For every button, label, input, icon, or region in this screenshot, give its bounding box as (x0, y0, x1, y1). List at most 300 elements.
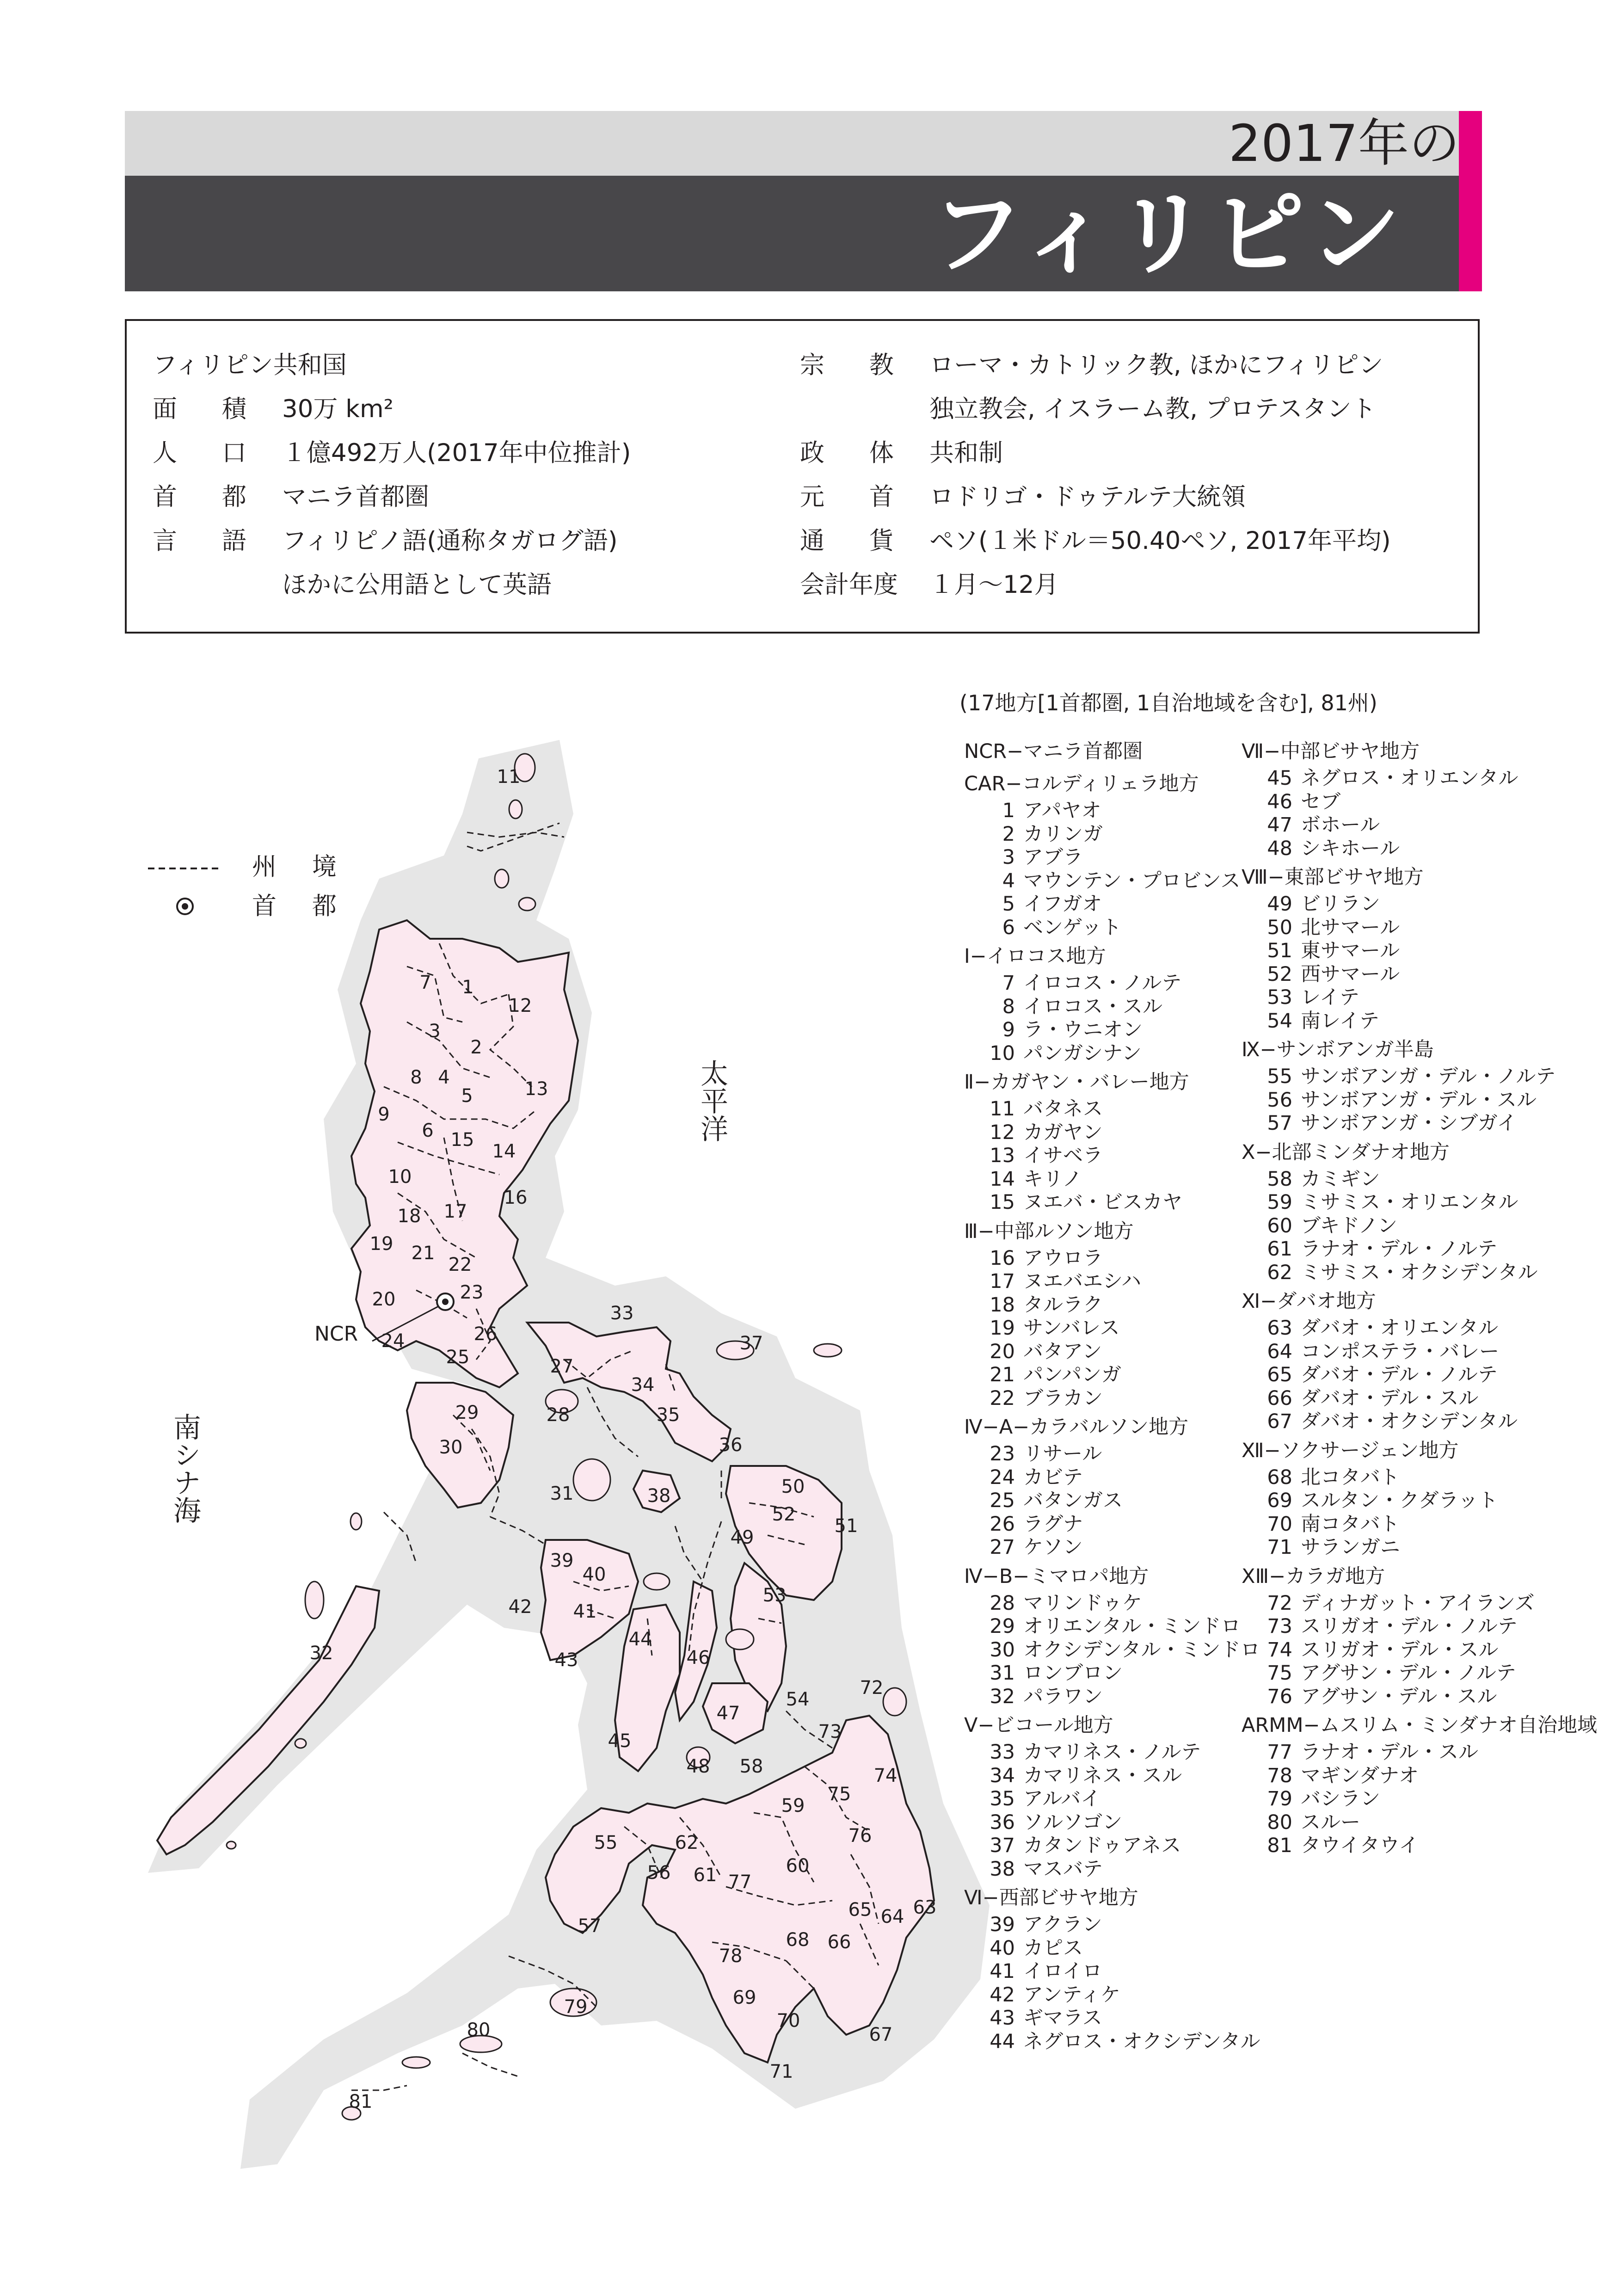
region-heading: Ⅴ−ビコール地方 (964, 1714, 1113, 1737)
province-number-label: 28 (546, 1404, 570, 1426)
province-name: ヌエバ・ビスカヤ (1023, 1191, 1182, 1214)
province-list-item (1255, 986, 1359, 1009)
province-number: 17 (990, 1270, 1015, 1293)
region-heading: ⅩⅢ−カラガ地方 (1242, 1564, 1385, 1588)
province-number-label: 18 (397, 1206, 421, 1227)
province-number-label: 46 (686, 1647, 710, 1668)
province-list-item (1255, 1811, 1360, 1834)
province-name: ボホール (1301, 813, 1380, 837)
province-number-label: 68 (786, 1929, 810, 1951)
province-number: 9 (1002, 1018, 1015, 1041)
province-name: ラナオ・デル・スル (1301, 1741, 1478, 1764)
province-number: 12 (990, 1120, 1015, 1144)
province-list-item (978, 1191, 1182, 1214)
province-number: 5 (1002, 893, 1015, 916)
country-name: フィリピン共和国 (153, 351, 347, 379)
province-number-label: 72 (860, 1677, 884, 1699)
province-number-label: 74 (873, 1765, 898, 1786)
province-number-label: 29 (455, 1402, 479, 1423)
region-heading: Ⅻ−ソクサージェン地方 (1242, 1439, 1459, 1462)
legend-border-label: 州 境 (252, 853, 350, 881)
info-value-language: フィリピノ語(通称タガログ語) (282, 527, 618, 555)
province-number: 4 (1002, 869, 1015, 893)
province-name: ソルソゴン (1023, 1810, 1123, 1834)
province-name: マウンテン・プロビンス (1023, 869, 1241, 893)
province-list-item (1255, 963, 1400, 986)
province-number: 70 (1267, 1512, 1292, 1536)
province-name: カガヤン (1023, 1120, 1103, 1144)
province-list-item (978, 1144, 1103, 1167)
province-number-label: 67 (869, 2024, 893, 2045)
province-name: サンボアンガ・シブガイ (1301, 1112, 1517, 1135)
province-name: カピス (1023, 1936, 1083, 1960)
province-number-label: 80 (467, 2019, 491, 2041)
province-name: スルー (1301, 1810, 1360, 1834)
province-list-item (1255, 767, 1518, 790)
region-heading: Ⅳ−A−カラバルソン地方 (964, 1416, 1189, 1439)
province-number-label: 17 (443, 1201, 467, 1222)
province-name: パンパンガ (1023, 1363, 1121, 1386)
province-number: 53 (1267, 986, 1292, 1009)
province-number-label: 50 (781, 1476, 805, 1497)
province-list-item (978, 1913, 1102, 1936)
province-name: カマリネス・ノルテ (1023, 1741, 1201, 1764)
province-number-label: 35 (656, 1404, 680, 1426)
province-list-item (978, 1741, 1201, 1764)
province-list-item (978, 869, 1241, 893)
province-number: 57 (1267, 1112, 1292, 1135)
province-number: 66 (1267, 1386, 1292, 1410)
province-number: 44 (990, 2030, 1015, 2053)
province-number: 33 (990, 1741, 1015, 1764)
province-number: 62 (1267, 1261, 1292, 1284)
province-list-item (1255, 837, 1400, 860)
info-label-capital: 首 都 (153, 483, 265, 511)
province-number: 30 (990, 1638, 1015, 1662)
region-heading: Ⅱ−カガヤン・バレー地方 (964, 1071, 1189, 1094)
province-name: アンティケ (1023, 1983, 1120, 2007)
province-name: サランガニ (1301, 1536, 1400, 1559)
province-name: キリノ (1023, 1167, 1082, 1191)
province-name: イフガオ (1023, 893, 1102, 916)
province-name: ラグナ (1023, 1512, 1083, 1536)
province-number: 40 (990, 1936, 1015, 1960)
province-number: 55 (1267, 1065, 1292, 1088)
province-number-label: 39 (550, 1550, 574, 1571)
province-list-item (978, 1513, 1083, 1536)
province-number-label: 15 (450, 1129, 474, 1151)
province-number-label: 43 (554, 1650, 578, 1671)
province-list-item (1255, 1787, 1380, 1810)
province-list-item (1255, 1489, 1498, 1512)
province-name: バタンガス (1023, 1489, 1123, 1512)
province-number-label: 20 (372, 1289, 396, 1310)
province-list-item (978, 916, 1121, 939)
province-number: 58 (1267, 1167, 1292, 1191)
info-label-fiscal-year: 会計年度 (800, 571, 898, 599)
province-number-label: 40 (582, 1564, 606, 1585)
province-list-item (978, 799, 1101, 822)
province-name: サンバレス (1023, 1317, 1120, 1340)
province-number: 64 (1267, 1340, 1292, 1363)
province-number: 74 (1267, 1638, 1292, 1662)
province-number: 60 (1267, 1214, 1292, 1237)
province-number: 71 (1267, 1536, 1292, 1559)
province-list-item (978, 1811, 1122, 1834)
province-number-label: 14 (492, 1141, 516, 1162)
province-number: 20 (990, 1340, 1015, 1363)
province-list-item (978, 1662, 1123, 1685)
province-number-label: 69 (732, 1987, 756, 2008)
province-number-label: 47 (716, 1703, 740, 1724)
province-list-item (1255, 1466, 1400, 1489)
province-list-item (978, 1121, 1103, 1144)
province-list-item (1255, 1615, 1518, 1638)
region-heading: Ⅲ−中部ルソン地方 (964, 1219, 1134, 1243)
info-value-religion: ローマ・カトリック教, ほかにフィリピン (929, 351, 1383, 379)
province-list-item (1255, 1834, 1419, 1857)
province-number: 27 (990, 1536, 1015, 1559)
province-list-item (978, 1536, 1083, 1559)
province-name: 南コタバト (1301, 1512, 1400, 1536)
legend-capital-label: 首 都 (252, 892, 350, 920)
province-number-label: 55 (594, 1832, 618, 1853)
province-number: 8 (1002, 995, 1015, 1018)
province-list-item (978, 1317, 1120, 1340)
region-heading: NCR−マニラ首都圏 (964, 740, 1143, 763)
province-name: ヌエバエシハ (1023, 1270, 1141, 1293)
province-number-label: 24 (381, 1330, 405, 1352)
province-number: 36 (990, 1810, 1015, 1834)
province-number-label: 48 (686, 1756, 710, 1777)
province-name: ブラカン (1023, 1386, 1103, 1410)
province-number: 49 (1267, 893, 1292, 916)
province-list-item (1255, 1741, 1478, 1764)
province-number-label: 44 (628, 1629, 652, 1650)
province-name: ディナガット・アイランズ (1301, 1591, 1535, 1615)
province-number: 42 (990, 1983, 1015, 2007)
province-name: 北サマール (1301, 916, 1400, 939)
page-title: フィリピン (930, 180, 1404, 288)
province-list-item (1255, 1513, 1400, 1536)
province-name: アグサン・デル・ノルテ (1301, 1662, 1516, 1685)
region-heading: ARMM−ムスリム・ミンダナオ自治地域 (1242, 1714, 1597, 1737)
province-number-label: 54 (786, 1689, 810, 1710)
region-heading: Ⅵ−西部ビサヤ地方 (964, 1886, 1138, 1909)
province-number-label: 2 (470, 1037, 482, 1058)
province-number-label: 81 (349, 2091, 373, 2112)
province-number: 52 (1267, 962, 1292, 986)
region-heading: Ⅶ−中部ビサヤ地方 (1242, 740, 1420, 763)
province-number: 79 (1267, 1787, 1292, 1810)
region-heading: CAR−コルディリェラ地方 (964, 772, 1199, 795)
province-number: 50 (1267, 916, 1292, 939)
province-number: 28 (990, 1591, 1015, 1615)
province-name: スルタン・クダラット (1301, 1489, 1498, 1512)
province-number: 43 (990, 2007, 1015, 2030)
province-number-label: 31 (550, 1483, 574, 1504)
province-number: 11 (990, 1097, 1015, 1120)
province-list-item (978, 1615, 1241, 1638)
province-number: 7 (1002, 972, 1015, 995)
province-number: 54 (1267, 1009, 1292, 1033)
province-list-item (1255, 1536, 1400, 1559)
province-name: ダバオ・デル・スル (1301, 1386, 1479, 1410)
region-heading: Ⅸ−サンボアンガ半島 (1242, 1038, 1434, 1061)
province-number-label: 34 (631, 1374, 655, 1396)
province-number-label: 37 (739, 1333, 763, 1354)
province-name: 西サマール (1301, 962, 1400, 986)
province-number-label: 49 (730, 1527, 754, 1548)
province-list-item (978, 1270, 1141, 1293)
province-name: タルラク (1023, 1293, 1103, 1317)
info-label-currency: 通 貨 (800, 527, 912, 555)
province-list-item (978, 893, 1102, 916)
province-name: パンガシナン (1023, 1041, 1142, 1065)
province-number: 16 (990, 1246, 1015, 1270)
province-name: ギマラス (1023, 2007, 1102, 2030)
province-number-label: 41 (573, 1601, 597, 1622)
province-number-label: 8 (410, 1067, 422, 1088)
header-year-label: 2017年の (1229, 114, 1460, 173)
province-name: カタンドゥアネス (1023, 1834, 1181, 1857)
province-number: 2 (1002, 822, 1015, 846)
province-name: ダバオ・オクシデンタル (1301, 1410, 1518, 1433)
province-list-item (1255, 1662, 1516, 1685)
province-number-label: 22 (448, 1254, 472, 1275)
province-number: 48 (1267, 837, 1292, 860)
province-name: タウイタウイ (1301, 1834, 1419, 1857)
province-number: 76 (1267, 1685, 1292, 1708)
province-number: 45 (1267, 767, 1292, 790)
province-number: 39 (990, 1913, 1015, 1936)
map-legend (148, 868, 222, 914)
info-value-area: 30万 km² (282, 395, 393, 423)
region-heading: Ⅰ−イロコス地方 (964, 945, 1106, 968)
info-value-government: 共和制 (929, 439, 1003, 467)
province-number: 59 (1267, 1191, 1292, 1214)
province-number-label: 3 (429, 1021, 441, 1042)
province-number-label: 13 (524, 1078, 548, 1100)
province-name: ラ・ウニオン (1023, 1018, 1143, 1041)
province-name: マリンドゥケ (1023, 1591, 1142, 1615)
province-number-label: 79 (564, 1996, 588, 2018)
province-number: 24 (990, 1465, 1015, 1489)
province-name: アウロラ (1023, 1246, 1103, 1270)
region-heading: Ⅳ−B−ミマロパ地方 (964, 1564, 1149, 1588)
info-value-fiscal-year: １月～12月 (929, 571, 1059, 599)
province-number: 37 (990, 1834, 1015, 1857)
province-list-item (1255, 1387, 1478, 1410)
province-list-item (1255, 813, 1380, 837)
province-number: 3 (1002, 846, 1015, 869)
province-number-label: 75 (827, 1784, 851, 1805)
province-name: サンボアンガ・デル・ノルテ (1301, 1065, 1556, 1088)
province-number: 78 (1267, 1764, 1292, 1787)
province-number-label: 9 (378, 1104, 390, 1125)
region-heading: Ⅺ−ダバオ地方 (1242, 1290, 1376, 1313)
province-name: ブキドノン (1301, 1214, 1397, 1237)
province-list-item (978, 1247, 1103, 1270)
province-name: スリガオ・デル・ノルテ (1301, 1615, 1518, 1638)
province-number: 35 (990, 1787, 1015, 1810)
province-number-label: 36 (719, 1434, 743, 1456)
province-name: ミサミス・オクシデンタル (1301, 1261, 1538, 1284)
province-number-label: 59 (781, 1795, 805, 1816)
province-name: アブラ (1023, 846, 1083, 869)
province-list-item (1255, 1065, 1556, 1088)
province-number-label: 26 (473, 1323, 498, 1345)
province-number-label: 77 (728, 1871, 752, 1893)
province-number-label: 70 (776, 2010, 800, 2031)
province-number: 75 (1267, 1662, 1292, 1685)
province-number-label: 16 (504, 1187, 528, 1208)
province-list-item (1255, 1168, 1380, 1191)
palawan-island (157, 1586, 379, 1854)
province-number: 68 (1267, 1465, 1292, 1489)
province-name: カミギン (1301, 1167, 1380, 1191)
province-number-label: 23 (460, 1282, 484, 1303)
province-number-label: 1 (462, 977, 474, 998)
province-number: 77 (1267, 1741, 1292, 1764)
province-number-label: 78 (719, 1945, 743, 1967)
province-number: 67 (1267, 1410, 1292, 1433)
province-list-item (978, 1685, 1103, 1708)
province-name: イサベラ (1023, 1144, 1103, 1167)
province-number-label: 51 (834, 1515, 858, 1537)
province-list-item (1255, 1214, 1397, 1237)
province-name: バタアン (1023, 1340, 1102, 1363)
province-list-item (978, 972, 1181, 995)
province-name: マスバテ (1023, 1857, 1103, 1881)
province-name: ロンブロン (1023, 1662, 1123, 1685)
province-number: 29 (990, 1615, 1015, 1638)
province-number: 46 (1267, 790, 1292, 813)
province-list-item (978, 1787, 1101, 1810)
province-list-item (1255, 1191, 1518, 1214)
province-number: 10 (990, 1041, 1015, 1065)
regions-summary: (17地方[1首都圏, 1自治地域を含む], 81州) (959, 690, 1377, 715)
province-list-item (1255, 1010, 1379, 1033)
region-heading: Ⅷ−東部ビサヤ地方 (1242, 866, 1424, 889)
province-number: 26 (990, 1512, 1015, 1536)
province-number: 69 (1267, 1489, 1292, 1512)
province-number-label: 71 (769, 2061, 793, 2082)
province-number: 41 (990, 1960, 1015, 1983)
province-number: 18 (990, 1293, 1015, 1317)
province-number: 51 (1267, 939, 1292, 962)
province-number: 14 (990, 1167, 1015, 1191)
province-number-label: 65 (848, 1899, 872, 1921)
province-name: レイテ (1301, 986, 1359, 1009)
province-list-item (978, 1363, 1121, 1386)
province-name: イロコス・スル (1023, 995, 1162, 1018)
province-name: ネグロス・オクシデンタル (1023, 2030, 1260, 2053)
province-number-label: 27 (550, 1356, 574, 1377)
province-name: マギンダナオ (1301, 1764, 1419, 1787)
info-value-population: １億492万人(2017年中位推計) (282, 439, 631, 467)
province-name: ネグロス・オリエンタル (1301, 767, 1519, 790)
province-list-item (1255, 1764, 1419, 1787)
info-label-area: 面 積 (153, 395, 265, 423)
province-list-item (978, 1592, 1142, 1615)
province-number-label: 5 (461, 1085, 473, 1107)
province-number-label: 63 (913, 1897, 937, 1918)
province-list-item (1255, 1363, 1498, 1386)
province-list-item (1255, 1340, 1499, 1363)
province-list-item (978, 1168, 1082, 1191)
province-name: 北コタバト (1301, 1465, 1400, 1489)
province-name: ケソン (1023, 1536, 1083, 1559)
province-name: イロコス・ノルテ (1023, 972, 1182, 995)
province-number: 25 (990, 1489, 1015, 1512)
info-label-head-of-state: 元 首 (800, 483, 912, 511)
province-number: 73 (1267, 1615, 1292, 1638)
region-heading: Ⅹ−北部ミンダナオ地方 (1242, 1140, 1450, 1164)
province-number-label: 42 (508, 1596, 532, 1618)
province-list-item (1255, 1685, 1497, 1708)
province-name: イロイロ (1023, 1960, 1102, 1983)
province-name: アパヤオ (1023, 799, 1101, 822)
province-list-item (978, 1340, 1102, 1363)
info-value-capital: マニラ首都圏 (282, 483, 429, 511)
province-number: 23 (990, 1442, 1015, 1465)
province-number-label: 6 (422, 1120, 434, 1141)
province-name: ラナオ・デル・ノルテ (1301, 1237, 1498, 1261)
province-list-item (978, 2007, 1102, 2030)
province-number-label: 57 (578, 1915, 602, 1937)
province-list-item (978, 1858, 1103, 1881)
province-name: カマリネス・スル (1023, 1764, 1182, 1787)
province-number: 81 (1267, 1834, 1292, 1857)
province-list-item (978, 1442, 1102, 1465)
info-label-population: 人 口 (153, 439, 265, 467)
province-number-label: 10 (388, 1166, 412, 1188)
province-name: オリエンタル・ミンドロ (1023, 1615, 1241, 1638)
province-name: コンポステラ・バレー (1301, 1340, 1500, 1363)
province-number-label: 7 (419, 972, 431, 993)
province-number: 47 (1267, 813, 1292, 837)
ncr-label: NCR (314, 1322, 358, 1346)
province-number-label: 38 (647, 1485, 671, 1507)
province-list-item (1255, 1237, 1497, 1261)
province-list-item (1255, 893, 1380, 916)
province-number: 15 (990, 1191, 1015, 1214)
province-number-label: 11 (497, 766, 521, 788)
sea-label-south-china-sea: 南シナ海 (169, 1413, 201, 1524)
province-list-item (1255, 1089, 1537, 1112)
province-list-item (1255, 916, 1400, 939)
info-label-government: 政 体 (800, 439, 912, 467)
province-list-item (1255, 939, 1400, 962)
province-number-label: 32 (309, 1643, 333, 1664)
province-list-item (978, 1018, 1143, 1041)
province-name: サンボアンガ・デル・スル (1301, 1088, 1537, 1112)
province-number: 56 (1267, 1088, 1292, 1112)
province-name: セブ (1301, 790, 1340, 813)
province-number: 13 (990, 1144, 1015, 1167)
province-number: 21 (990, 1363, 1015, 1386)
province-number: 34 (990, 1764, 1015, 1787)
province-number-label: 76 (848, 1825, 872, 1847)
province-list-item (1255, 790, 1340, 813)
province-name: リサール (1023, 1442, 1102, 1465)
province-list-item (978, 1983, 1120, 2007)
province-list-item (1255, 1112, 1517, 1135)
province-number-label: 58 (739, 1756, 763, 1777)
province-name: バタネス (1023, 1097, 1103, 1120)
province-number-label: 12 (508, 995, 532, 1016)
